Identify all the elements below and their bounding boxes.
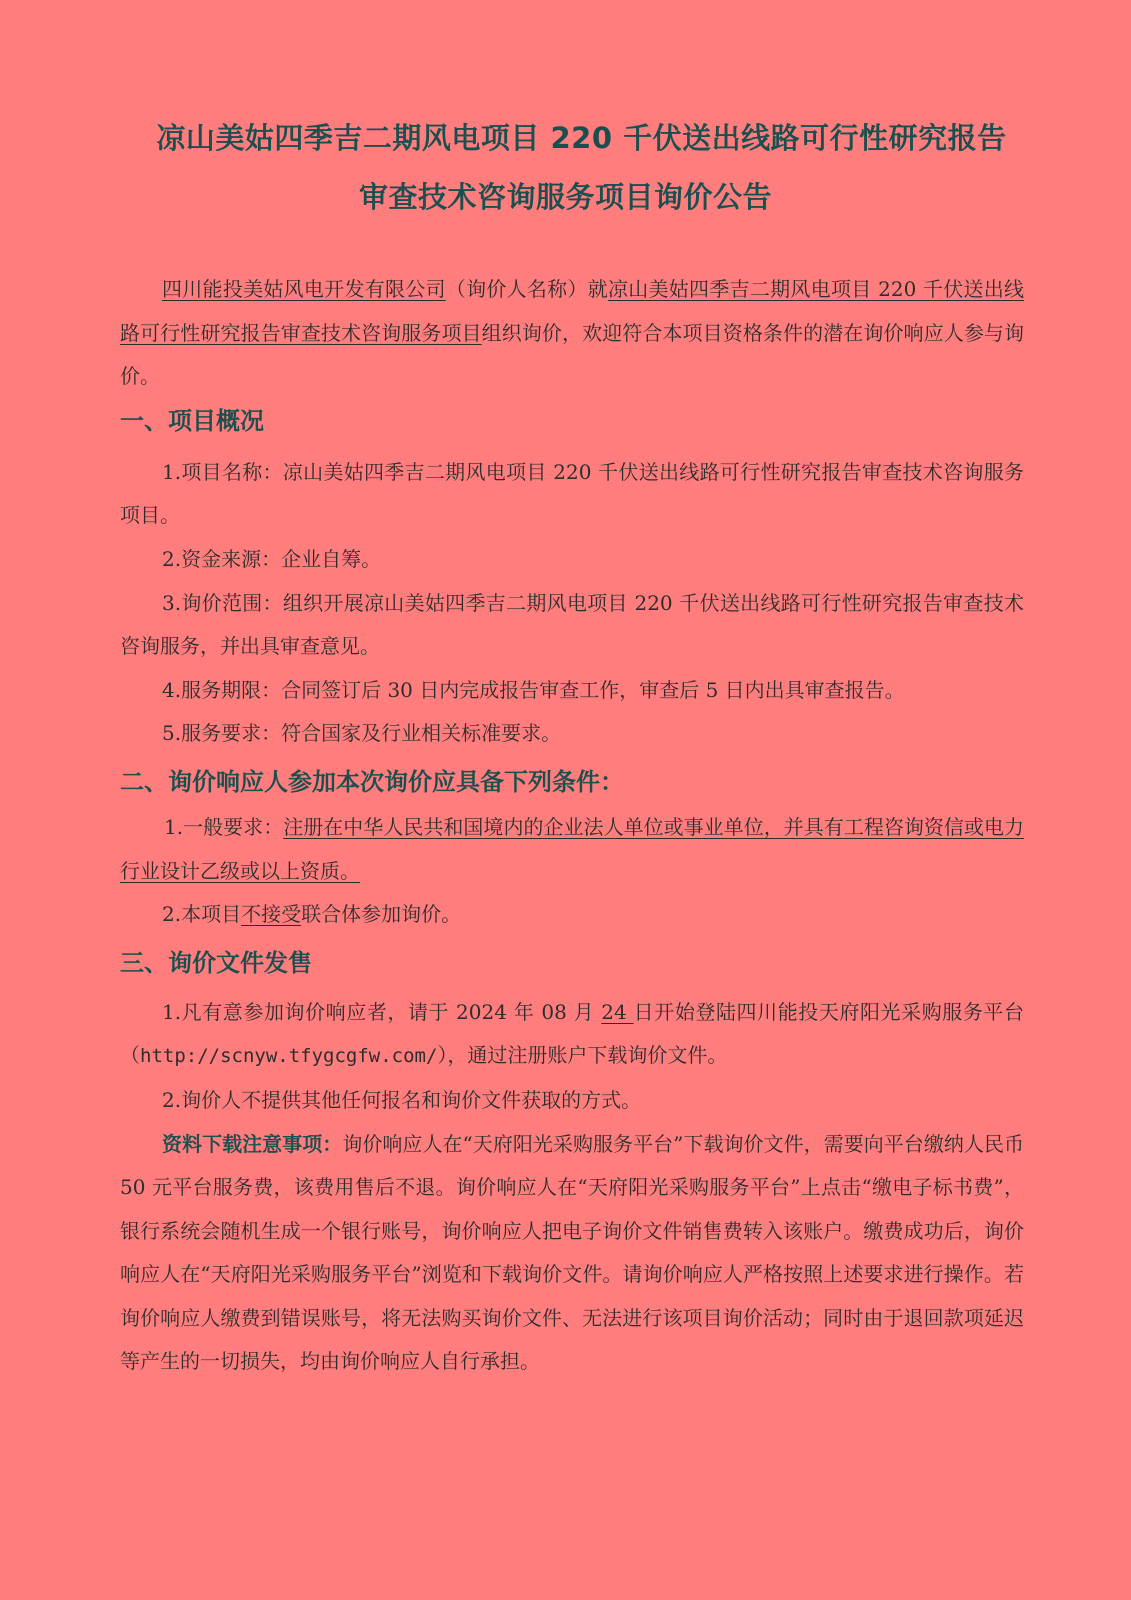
intro-project: 凉山美姑四季吉二期风电项目 220 千伏送出线路可行性研究报告审查技术咨询服务项目 xyxy=(120,277,1025,345)
section3-item-2: 2.询价人不提供其他任何报名和询价文件获取的方式。 xyxy=(162,1087,642,1112)
section1-item-4: 4.服务期限：合同签订后 30 日内完成报告审查工作，审查后 5 日内出具审查报告。 xyxy=(162,677,905,702)
title-line-2: 审查技术咨询服务项目询价公告 xyxy=(358,180,772,214)
section3-item-1-prefix: 1.凡有意参加询价响应者，请于 2024 年 08 月 xyxy=(162,999,602,1024)
section2-item-1-prefix: 1.一般要求： xyxy=(164,814,284,839)
download-notice-label: 资料下载注意事项： xyxy=(162,1131,343,1156)
section3-item-1-mid: 日开始登陆四川能投天府阳光采购服务平台（ xyxy=(120,999,1025,1068)
section3-items xyxy=(120,991,1024,1384)
document-body xyxy=(120,268,1024,1384)
section3-heading: 三、询价文件发售 xyxy=(120,948,312,977)
section3-item-1-suffix: ），通过注册账户下载询价文件。 xyxy=(437,1043,728,1068)
section2-item-2-underline: 不接受 xyxy=(241,902,302,927)
section2-item-1 xyxy=(120,806,1024,893)
intro-rest: 组织询价，欢迎符合本项目资格条件的潜在询价响应人参与询价。 xyxy=(120,320,1025,389)
section2-heading: 二、询价响应人参加本次询价应具备下列条件： xyxy=(120,767,624,796)
intro-company-note: （询价人名称）就 xyxy=(445,277,608,301)
section2-item-2-prefix: 2.本项目 xyxy=(162,902,242,927)
section3-item-1-day: 24 xyxy=(601,999,634,1024)
section1-items xyxy=(120,451,1024,756)
section2-item-2-suffix: 联合体参加询价。 xyxy=(301,902,462,927)
platform-url[interactable]: http://scnyw.tfygcgfw.com/ xyxy=(140,1045,438,1068)
section2-item-1-body: 注册在中华人民共和国境内的企业法人单位或事业单位，并具有工程咨询资信或电力行业设计乙级或以上资质。 xyxy=(120,814,1024,883)
intro-paragraph xyxy=(120,268,1024,399)
download-notice-body: 询价响应人在“天府阳光采购服务平台”下载询价文件，需要向平台缴纳人民币 50 元平台服务费，该费用售后不退。询价响应人在“天府阳光采购服务平台”上点击“缴电子标书费”，银行系统会随机生成一个银行账号，询价响应人把电子询价文件销售费转入该账户。缴费成功后，询价响应人在“天府阳光采购服务平台”浏览和下载询价文件。请询价响应人严格按照上述要求进行操作。若询价响应人缴费到错误账号，将无法购买询价文件、无法进行该项目询价活动；同时由于退回款项延迟等产生的一切损失，均由询价响应人自行承担。 xyxy=(120,1131,1024,1374)
intro-company: 四川能投美姑风电开发有限公司 xyxy=(162,277,446,301)
section2-item-2 xyxy=(120,893,1024,937)
section2-items xyxy=(120,806,1024,937)
section1-item-1: 1.项目名称：凉山美姑四季吉二期风电项目 220 千伏送出线路可行性研究报告审查技术咨询服务项目。 xyxy=(120,459,1024,528)
download-notice xyxy=(120,1123,1024,1385)
section3-item-1 xyxy=(120,991,1024,1079)
section1-item-2: 2.资金来源：企业自筹。 xyxy=(162,546,382,571)
section1-heading: 一、项目概况 xyxy=(120,406,264,435)
section1-item-5: 5.服务要求：符合国家及行业相关标准要求。 xyxy=(162,721,562,746)
section1-item-3: 3.询价范围：组织开展凉山美姑四季吉二期风电项目 220 千伏送出线路可行性研究报告审查技术咨询服务，并出具审查意见。 xyxy=(120,590,1024,659)
title-line-1: 凉山美姑四季吉二期风电项目 220 千伏送出线路可行性研究报告 xyxy=(156,121,1007,155)
